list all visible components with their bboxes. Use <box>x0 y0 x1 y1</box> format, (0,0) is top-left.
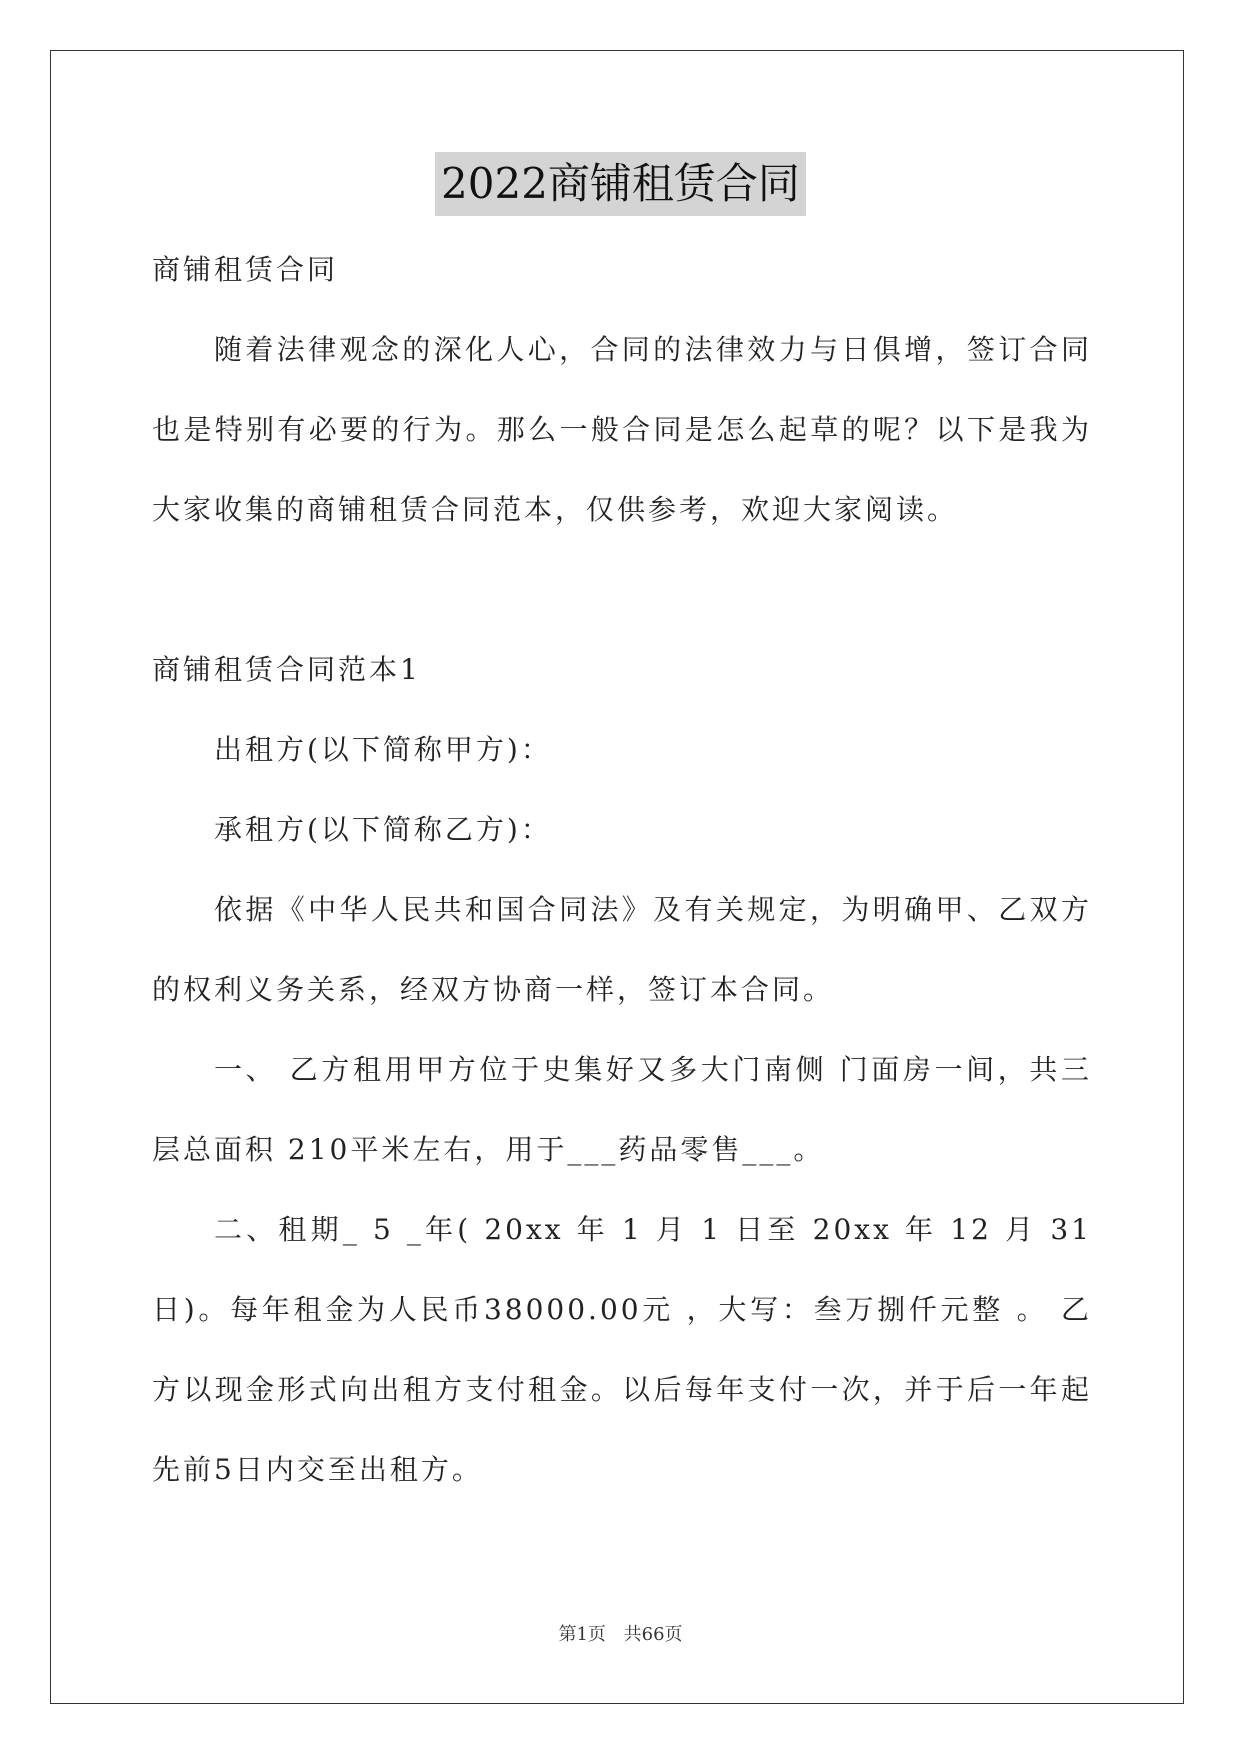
lessee-line: 承租方(以下简称乙方)： <box>214 813 552 846</box>
document-title: 2022商铺租赁合同 <box>435 152 806 216</box>
subtitle: 商铺租赁合同 <box>152 253 339 286</box>
title-container <box>0 152 1241 216</box>
document-body <box>152 230 1092 1510</box>
intro-paragraph: 随着法律观念的深化人心，合同的法律效力与日俱增，签订合同也是特别有必要的行为。那么一般合同是怎么起草的呢？以下是我为大家收集的商铺租赁合同范本，仅供参考，欢迎大家阅读。 <box>152 333 1092 526</box>
page-number: 第1页 <box>558 1624 606 1645</box>
section-spacer <box>152 550 1092 630</box>
basis-paragraph: 依据《中华人民共和国合同法》及有关规定，为明确甲、乙双方的权利义务关系，经双方协商一样，签订本合同。 <box>152 893 1092 1006</box>
page-total: 共66页 <box>623 1624 683 1645</box>
section-heading: 商铺租赁合同范本1 <box>152 653 421 686</box>
lessor-line: 出租方(以下简称甲方)： <box>214 733 552 766</box>
clause-one: 一、 乙方租用甲方位于史集好又多大门南侧 门面房一间，共三层总面积 210平米左右，用于___药品零售___。 <box>152 1053 1092 1166</box>
clause-two: 二、租期_ 5 _年( 20xx 年 1 月 1 日至 20xx 年 12 月 31 日)。每年租金为人民币38000.00元 ，大写：叁万捌仟元整 。 乙方以现金形式向出租方支付租金。以后每年支付一次，并于后一年起先前5日内交至出租方。 <box>152 1213 1092 1486</box>
page-footer <box>0 1620 1241 1646</box>
